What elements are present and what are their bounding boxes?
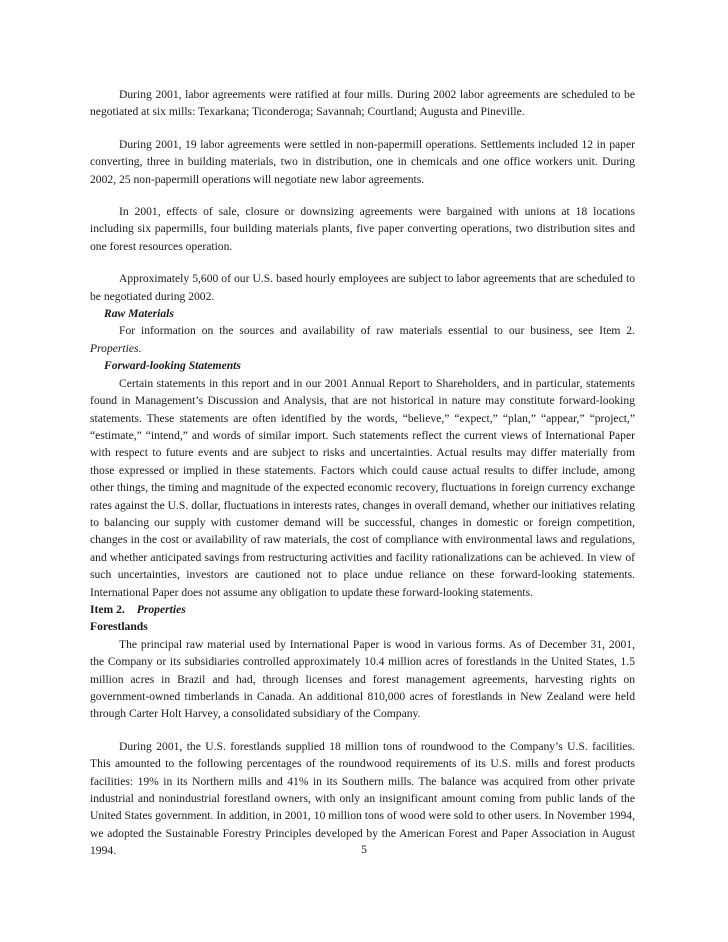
forestlands-paragraph-2: During 2001, the U.S. forestlands supplied 18 million tons of roundwood to the Company’s U.S. facilities. This amounted to the following percentages of the roundwood requirements of its U.S. mills and forest products facilities: 19% in its Northern mills and 41% in its Southern mills. The balance was acquired from other private industrial and nonindustrial forestland owners, with only an insignificant amount coming from public lands of the United States government. In addition, in 2001, 10 million tons of wood were sold to other users. In November 1994, we adopted the Sustainable Forestry Principles developed by the American Forest and Paper Association in August 1994. (90, 739, 635, 858)
forward-looking-paragraph: Certain statements in this report and in our 2001 Annual Report to Shareholders, and in particular, statements found in Management’s Discussion and Analysis, that are not historical in nature may constitute forward-looking statements. These statements are often identified by the words, “believe,” “expect,” “plan,” “appear,” “project,” “estimate,” “intend,” and words of similar import. Such statements reflect the current views of International Paper with respect to future events and are subject to risks and uncertainties. Actual results may differ materially from those expressed or implied in these statements. Factors which could cause actual results to differ include, among other things, the timing and magnitude of the expected economic recovery, fluctuations in foreign currency exchange rates against the U.S. dollar, fluctuations in interests rates, changes in overall demand, whether our initiatives relating to balancing our supply with customer demand will be successful, changes in domestic or foreign competition, changes in the cost or availability of raw materials, the cost of compliance with environmental laws and regulations, and whether anticipated savings from restructuring activities and facility rationalizations can be achieved. In view of such uncertainties, investors are cautioned not to place undue reliance on these forward-looking statements. International Paper does not assume any obligation to update these forward-looking statements. (90, 376, 635, 599)
properties-reference: Properties (90, 341, 139, 355)
item-2-label: Item 2. (90, 602, 125, 616)
item-2-heading (90, 601, 635, 618)
raw-materials-paragraph (90, 322, 635, 357)
forestlands-heading: Forestlands (90, 620, 148, 634)
raw-materials-text: For information on the sources and availability of raw materials essential to our business, see Item 2. (119, 324, 635, 338)
forward-looking-heading: Forward-looking Statements (104, 359, 241, 373)
forestlands-paragraph-1: The principal raw material used by International Paper is wood in various forms. As of December 31, 2001, the Company or its subsidiaries controlled approximately 10.4 million acres of forestlands in the United States, 1.5 million acres in Brazil and had, through licenses and forest management agreements, harvesting rights on government-owned timberlands in Canada. An additional 810,000 acres of forestlands in New Zealand were held through Carter Holt Harvey, a consolidated subsidiary of the Company. (90, 637, 635, 721)
labor-paragraph-1: During 2001, labor agreements were ratified at four mills. During 2002 labor agreements are scheduled to be negotiated at six mills: Texarkana; Ticonderoga; Savannah; Courtland; Augusta and Pineville. (90, 88, 635, 119)
document-page (90, 86, 635, 860)
labor-paragraph-4: Approximately 5,600 of our U.S. based hourly employees are subject to labor agreements that are scheduled to be negotiated during 2002. (90, 272, 635, 303)
raw-materials-period: . (138, 341, 142, 355)
raw-materials-heading: Raw Materials (104, 307, 174, 321)
labor-paragraph-2: During 2001, 19 labor agreements were settled in non-papermill operations. Settlements included 12 in paper converting, three in building materials, two in distribution, one in chemicals and one office workers unit. During 2002, 25 non-papermill operations will negotiate new labor agreements. (90, 137, 635, 186)
item-2-title: Properties (136, 602, 186, 616)
page-number: 5 (361, 843, 367, 856)
labor-paragraph-3: In 2001, effects of sale, closure or downsizing agreements were bargained with unions at 18 locations including six papermills, four building materials plants, five paper converting operations, two distribution sites and one forest resources operation. (90, 205, 635, 253)
